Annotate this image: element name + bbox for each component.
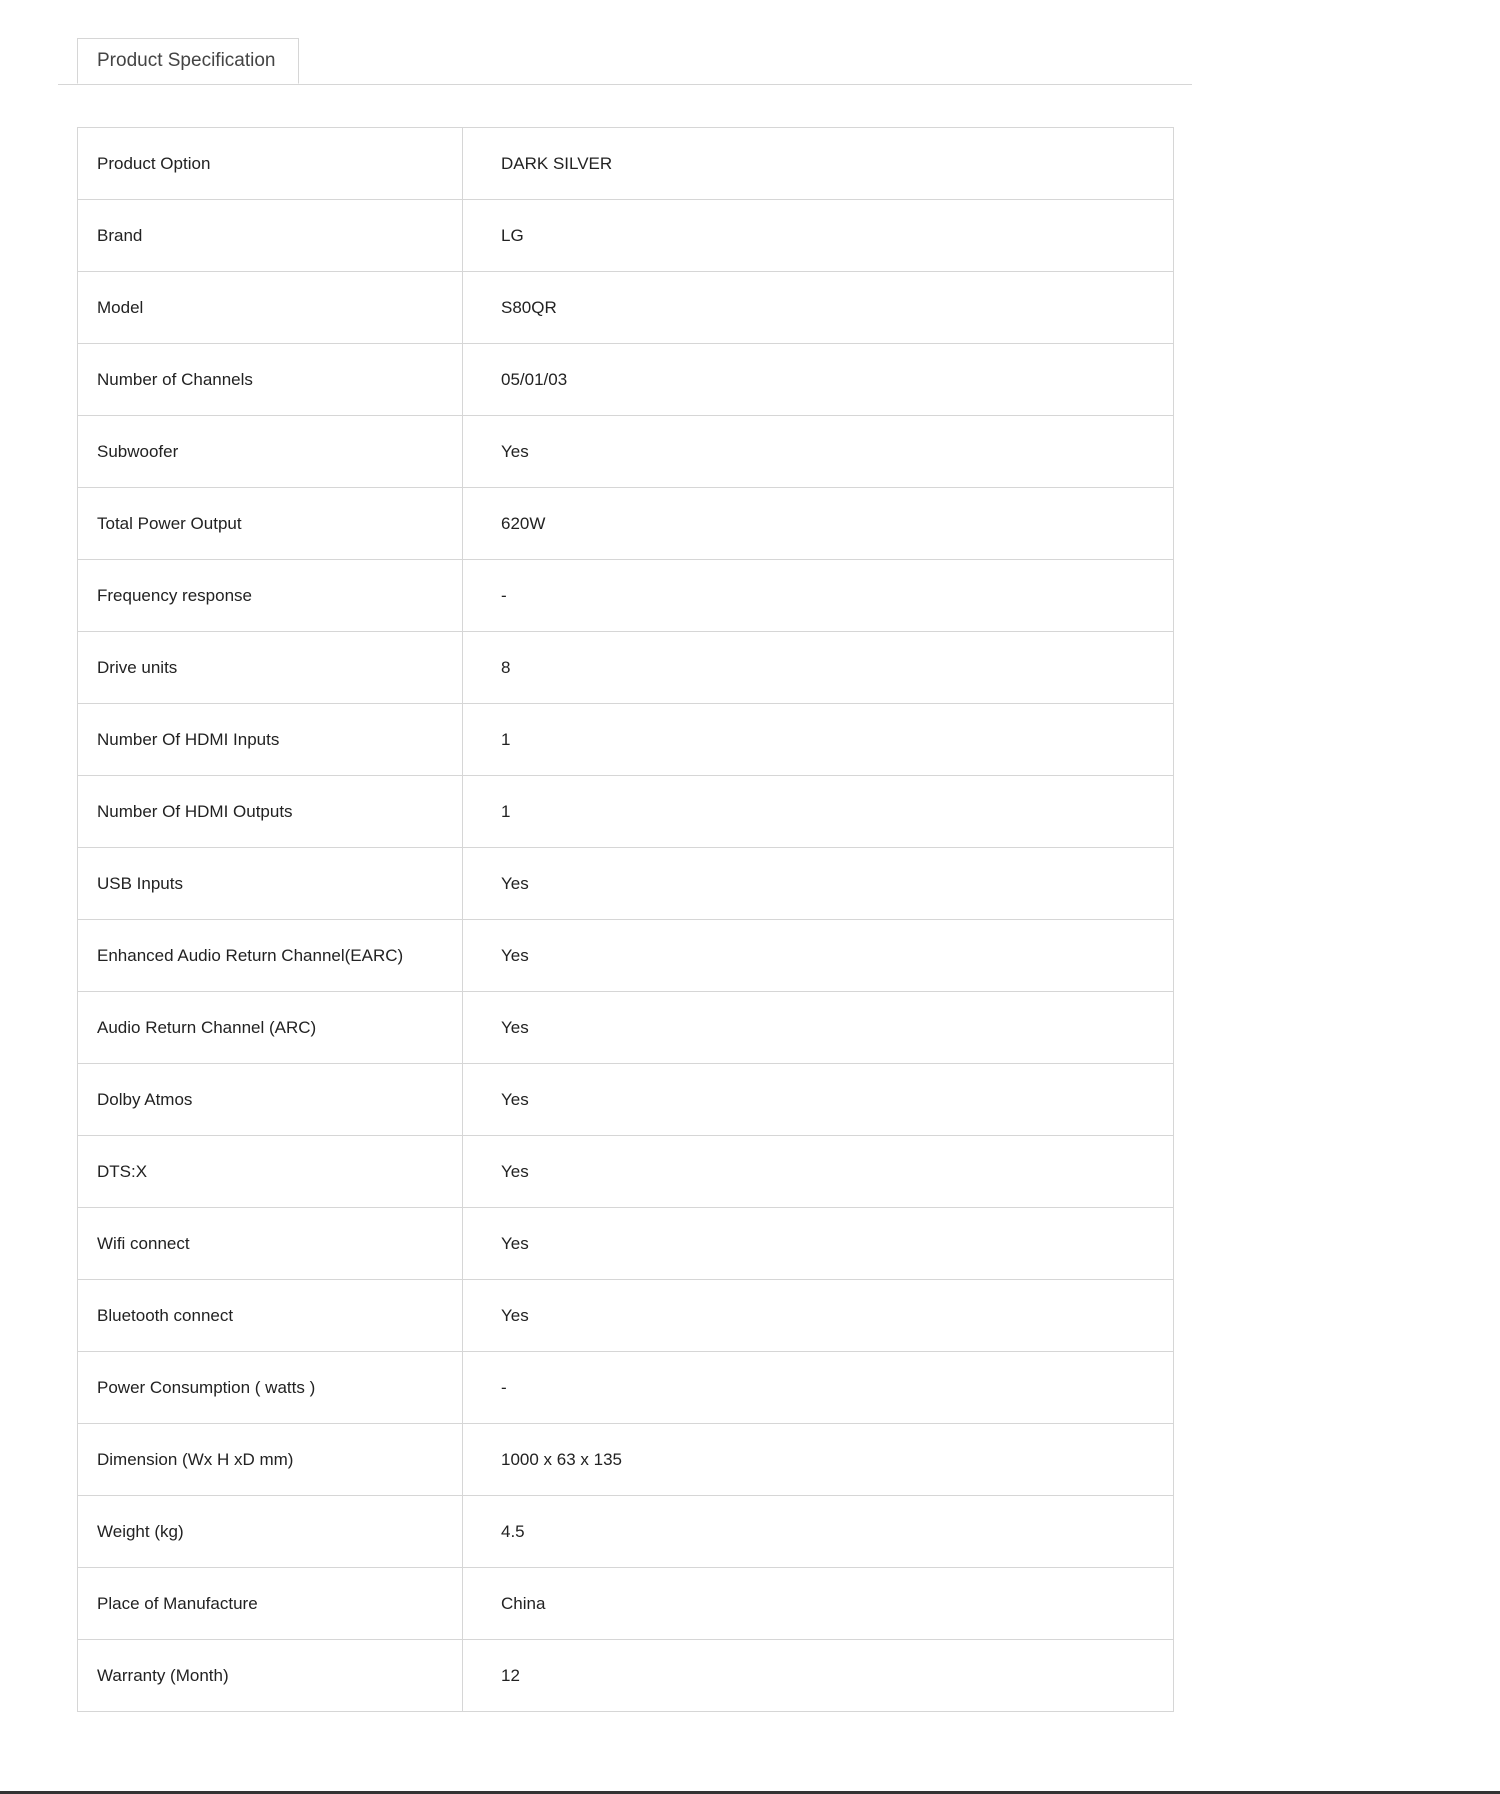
spec-value: Yes [463,920,1174,992]
spec-value: Yes [463,1208,1174,1280]
spec-value: Yes [463,1280,1174,1352]
spec-row [78,632,1174,704]
spec-row [78,344,1174,416]
tab-product-specification[interactable]: Product Specification [77,38,299,84]
spec-label: Model [78,272,463,344]
spec-value: 1 [463,704,1174,776]
spec-row [78,848,1174,920]
spec-label: Number Of HDMI Outputs [78,776,463,848]
spec-row [78,1424,1174,1496]
spec-value: Yes [463,1136,1174,1208]
spec-value: - [463,560,1174,632]
spec-row [78,200,1174,272]
spec-value: DARK SILVER [463,128,1174,200]
spec-label: USB Inputs [78,848,463,920]
spec-label: Audio Return Channel (ARC) [78,992,463,1064]
spec-label: Product Option [78,128,463,200]
spec-label: Enhanced Audio Return Channel(EARC) [78,920,463,992]
spec-value: 4.5 [463,1496,1174,1568]
spec-value: Yes [463,1064,1174,1136]
spec-row [78,560,1174,632]
spec-row [78,1496,1174,1568]
spec-row [78,1136,1174,1208]
spec-value: 8 [463,632,1174,704]
spec-label: Drive units [78,632,463,704]
spec-label: Power Consumption ( watts ) [78,1352,463,1424]
tab-bar [58,0,1192,85]
spec-row [78,1352,1174,1424]
spec-row [78,1208,1174,1280]
spec-value: Yes [463,848,1174,920]
spec-row [78,704,1174,776]
spec-value: China [463,1568,1174,1640]
spec-row [78,488,1174,560]
spec-value: 1 [463,776,1174,848]
spec-row [78,1568,1174,1640]
spec-label: DTS:X [78,1136,463,1208]
spec-label: Brand [78,200,463,272]
spec-row [78,920,1174,992]
spec-label: Number Of HDMI Inputs [78,704,463,776]
spec-row [78,992,1174,1064]
spec-label: Dolby Atmos [78,1064,463,1136]
spec-row [78,1640,1174,1712]
spec-label: Total Power Output [78,488,463,560]
spec-row [78,416,1174,488]
spec-label: Weight (kg) [78,1496,463,1568]
spec-row [78,1280,1174,1352]
spec-table [77,127,1174,1712]
spec-label: Wifi connect [78,1208,463,1280]
spec-value: 05/01/03 [463,344,1174,416]
spec-value: - [463,1352,1174,1424]
spec-label: Place of Manufacture [78,1568,463,1640]
spec-value: Yes [463,992,1174,1064]
spec-value: 12 [463,1640,1174,1712]
spec-value: 620W [463,488,1174,560]
spec-row [78,272,1174,344]
spec-row [78,128,1174,200]
spec-label: Dimension (Wx H xD mm) [78,1424,463,1496]
spec-label: Number of Channels [78,344,463,416]
spec-value: LG [463,200,1174,272]
spec-value: Yes [463,416,1174,488]
spec-label: Bluetooth connect [78,1280,463,1352]
spec-row [78,1064,1174,1136]
spec-label: Frequency response [78,560,463,632]
spec-row [78,776,1174,848]
spec-value: S80QR [463,272,1174,344]
spec-value: 1000 x 63 x 135 [463,1424,1174,1496]
spec-table-body [78,128,1174,1712]
spec-label: Warranty (Month) [78,1640,463,1712]
spec-label: Subwoofer [78,416,463,488]
